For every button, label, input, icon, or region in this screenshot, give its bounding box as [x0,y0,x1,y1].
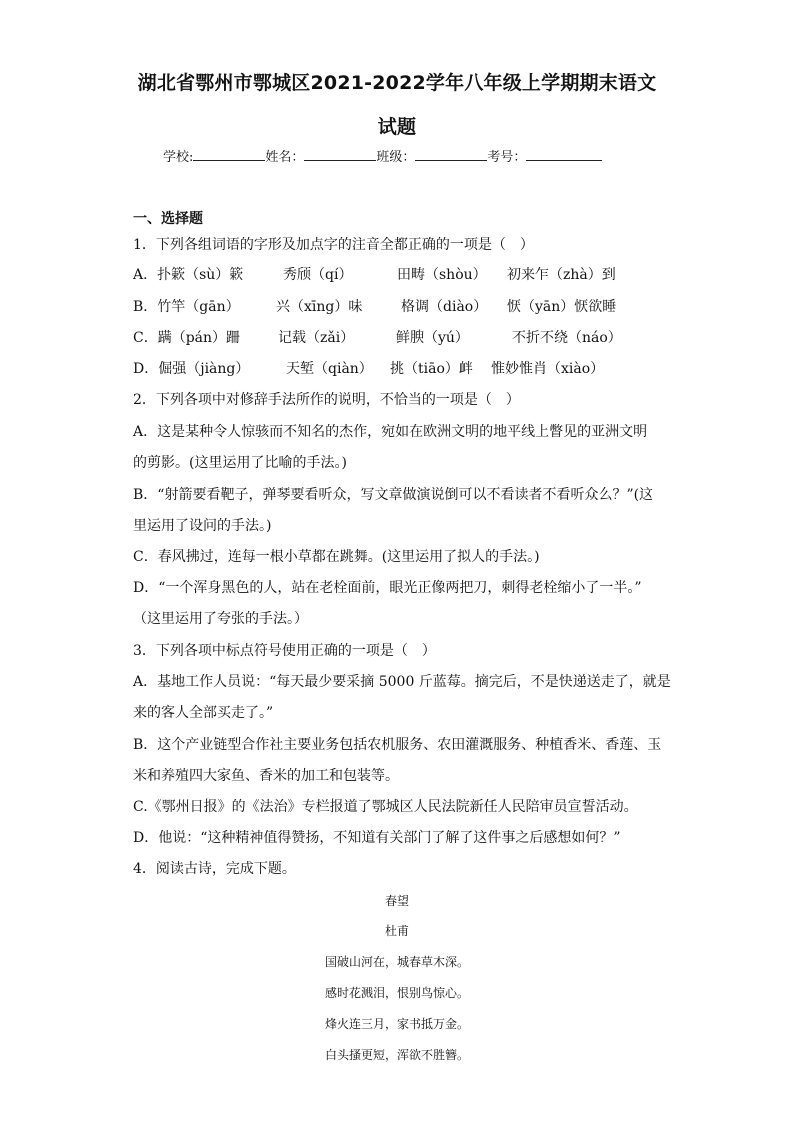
q3-option-a-line2: 来的客人全部买走了。” [133,705,274,721]
q1-d-word1: D．倔强（jiàng） [133,361,250,377]
id-blank [526,148,602,161]
section-heading: 一、选择题 [133,211,203,227]
school-label: 学校: [163,150,194,165]
q3-option-d: D．他说：“这种精神值得赞扬，不知道有关部门了解了这件事之后感想如何？” [133,830,621,846]
q1-d-word4: 惟妙惟肖（xiào） [491,361,605,377]
q1-c-word4: 不折不绕（náo） [512,330,622,346]
poem-line-4: 白头搔更短，浑欲不胜簪。 [324,1048,469,1062]
poem-author: 杜甫 [384,924,409,938]
q1-b-word1: B．竹竿（gān） [133,299,240,315]
poem-title: 春望 [384,894,409,908]
q1-option-c [133,327,622,347]
q3-option-a-line1: A．基地工作人员说：“每天最少要采摘 5000 斤蓝莓。摘完后，不是快递送走了，就是 [133,674,671,690]
class-blank [415,148,487,161]
exam-title-line2: 试题 [377,116,417,138]
school-blank [193,148,265,161]
q1-option-b [133,296,616,316]
q1-a-word3: 田畴（shòu） [397,267,487,283]
q3-option-c: C.《鄂州日报》的《法治》专栏报道了鄂城区人民法院新任人民陪审员宣誓活动。 [133,799,638,815]
q2-option-a-line2: 的剪影。(这里运用了比喻的手法。) [133,455,347,471]
q3-option-b-line1: B．这个产业链型合作社主要业务包括农机服务、农田灌溉服务、种植香米、香莲、玉 [133,737,662,753]
q1-b-word4: 恹（yān）恹欲睡 [507,299,617,315]
poem-line-2: 感时花溅泪，恨别鸟惊心。 [324,986,469,1000]
poem-line-3: 烽火连三月，家书抵万金。 [324,1017,469,1031]
q2-option-a-line1: A．这是某种令人惊骇而不知名的杰作，宛如在欧洲文明的地平线上瞥见的亚洲文明 [133,424,648,440]
q1-option-a [133,264,616,284]
q2-option-b-line2: 里运用了设问的手法。) [133,518,272,534]
q1-d-word2: 天堑（qiàn） [286,361,373,377]
name-label: 姓名： [265,150,305,165]
student-info-row [163,146,602,165]
exam-title-line1: 湖北省鄂州市鄂城区2021-2022学年八年级上学期期末语文 [137,72,657,94]
q2-option-d-line1: D．“一个浑身黑色的人，站在老栓面前，眼光正像两把刀，刺得老栓缩小了一半。” [133,580,642,596]
class-label: 班级： [376,150,416,165]
q2-option-b-line1: B．“射箭要看靶子，弹琴要看听众，写文章做演说倒可以不看读者不看听众么？”(这 [133,487,654,503]
q2-option-c: C．春风拂过，连每一根小草都在跳舞。(这里运用了拟人的手法。) [133,549,540,565]
q1-c-word1: C．蹒（pán）跚 [133,330,241,346]
q2-stem: 2．下列各项中对修辞手法所作的说明，不恰当的一项是（ ） [133,392,520,408]
q2-option-d-line2: （这里运用了夸张的手法。） [133,611,308,627]
q1-b-word3: 格调（diào） [401,299,488,315]
q1-a-word4: 初来乍（zhà）到 [507,267,616,283]
poem-line-1: 国破山河在，城春草木深。 [324,955,469,969]
q1-stem: 1．下列各组词语的字形及加点字的注音全都正确的一项是（ ） [133,237,534,253]
q1-option-d [133,358,604,378]
q1-c-word2: 记载（zǎi） [278,330,355,346]
q4-stem: 4．阅读古诗，完成下题。 [133,861,296,877]
q1-a-word2: 秀颀（qí） [283,267,353,283]
q1-a-word1: A．扑簌（sù）簌 [133,267,244,283]
q3-stem: 3．下列各项中标点符号使用正确的一项是（ ） [133,643,436,659]
name-blank [304,148,376,161]
q1-b-word2: 兴（xīng）味 [276,299,363,315]
id-label: 考号： [487,150,527,165]
q1-c-word3: 鲜腴（yú） [396,330,469,346]
q3-option-b-line2: 米和养殖四大家鱼、香米的加工和包装等。 [133,768,399,784]
q1-d-word3: 挑（tiāo）衅 [390,361,473,377]
